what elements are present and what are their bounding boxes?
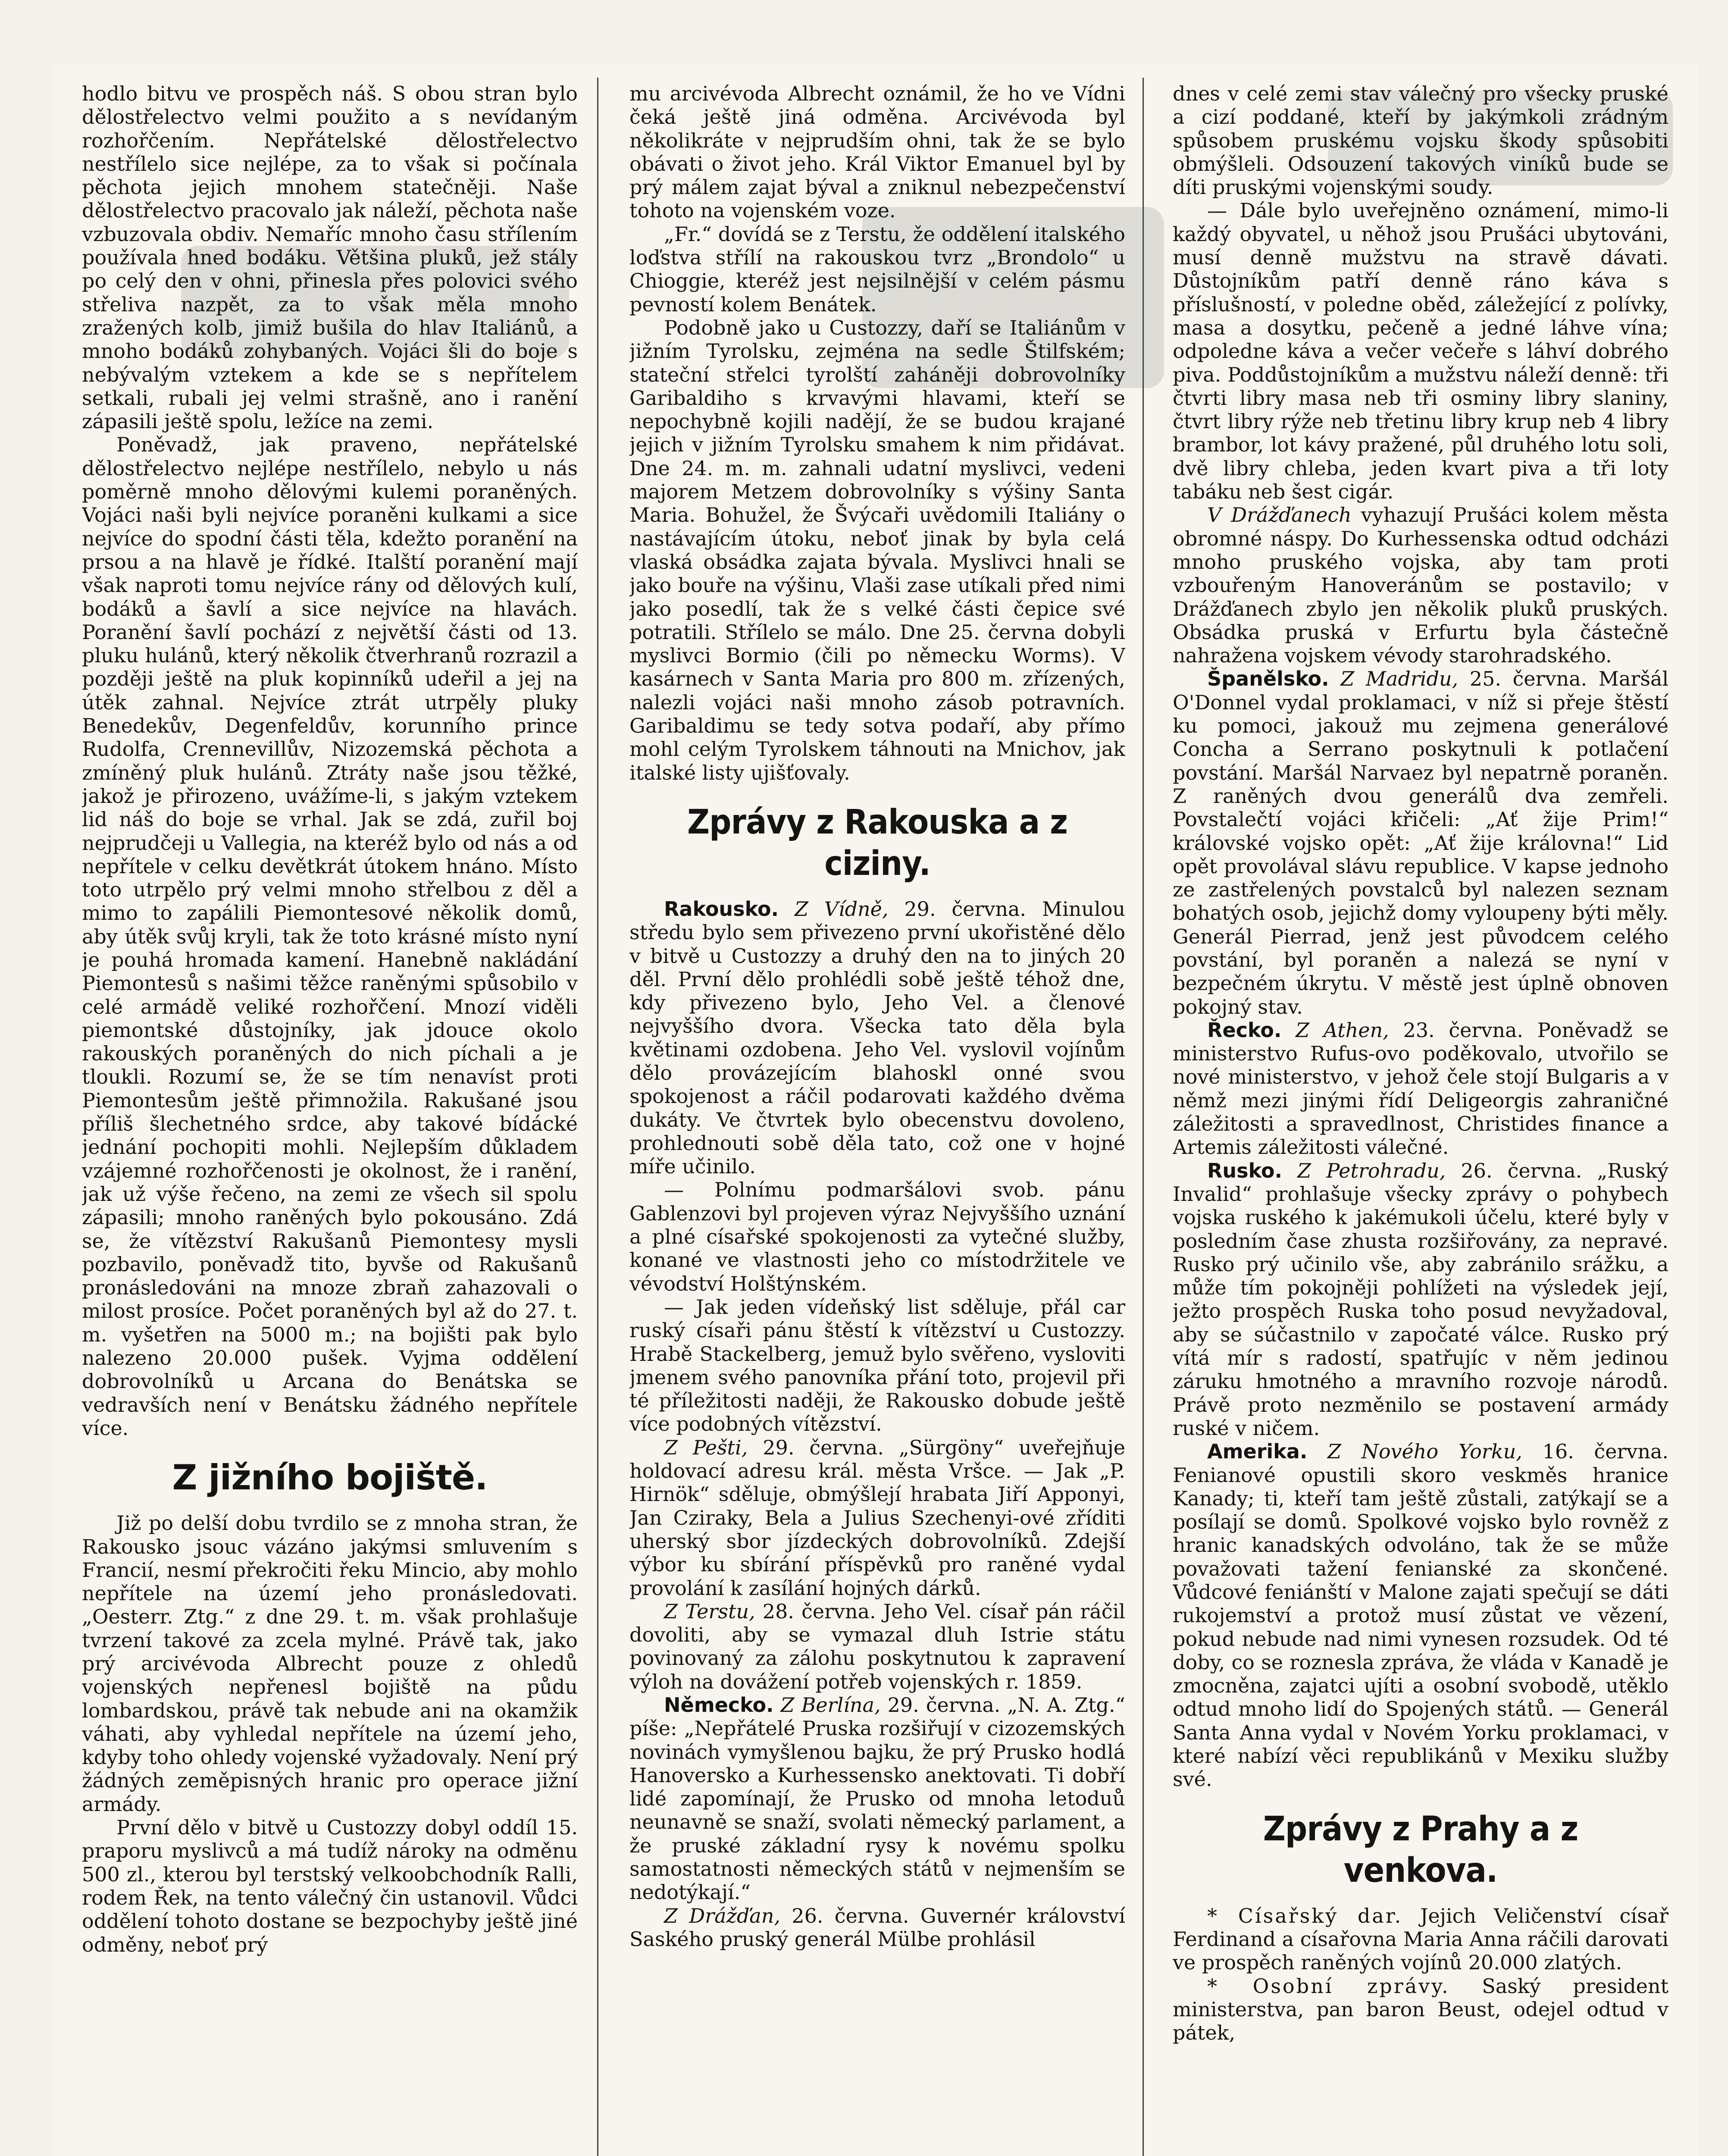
news-text: 28. června. Jeho Vel. císař pán ráčil dovoliti, aby se vymazal dluh Istrie státu povinovaný za zálohu poskytnutou k zapravení výloh na dovážení potřeb vojenských r. 1859. [629,1599,1125,1693]
news-item [1173,1974,1669,2045]
country-label: Německo. [664,1693,774,1717]
dateline: Z Vídně, [794,897,889,921]
news-item [629,1600,1125,1693]
article-paragraph: dnes v celé zemi stav válečný pro všecky pruské a cizí poddané, kteří by jakýmkoli zrádným spůsobem pruskému vojsku škody spůsobiti obmýšleli. Odsouzení takových viníků bude se díti pruskými vojenskými soudy. [1173,82,1669,199]
dateline: Z Terstu, [664,1599,755,1623]
section-heading: Z jižního bojiště. [172,1457,488,1498]
news-text: 29. června. „Sürgöny“ uveřejňuje holdovací adresu král. města Vršce. — Jak „P. Hirnök“ sděluje, obmýšlejí hrabata Jiří Apponyi, Jan Cziraky, Bela a Julius Szechenyi-ové zříditi uherský sbor jízdeckých dobrovolníků. Zdejší výbor ku sbírání příspěvků pro raněné vydal provolání k zasílání hojných dárků. [629,1435,1125,1600]
dateline: Z Madridu, [1340,667,1459,691]
news-item [629,1904,1125,1951]
news-item [629,1436,1125,1600]
section-heading: Zprávy z Prahy a z venkova. [1263,1809,1578,1890]
article-paragraph: hodlo bitvu ve prospěch náš. S obou stran bylo dělostřelectvo velmi použito a s nevídaným rozhořčením. Nepřátelské dělostřelectvo nestřílelo sice nejlépe, za to však si počínala pěchota jejich mnohem statečněji. Naše dělostřelectvo pracovalo jak náleží, pěchota naše vzbuzovala obdiv. Nemaříc mnoho času střílením používala hned bodáku. Většina pluků, jež stály po celý den v ohni, přinesla přes polovici svého střeliva nazpět, za to však měla mnoho zražených kolb, jimiž bušila do hlav Italiánů, a mnoho bodáků zohybaných. Vojáci šli do boje s nebývalým vztekem a kde se s nepřítelem setkali, rubali jej velmi strašně, ano i ranění zápasili ještě spolu, ležíce na zemi. [82,82,578,433]
news-text: 23. června. Poněvadž se ministerstvo Rufus-ovo poděkovalo, utvořilo se nové ministerstvo, v jehož čele stojí Bulgaris a v němž mezi jinými řídí Deligeorgis zahraničné záležitosti a spravedlnost, Christides finance a Artemis záležitosti válečné. [1173,1018,1669,1159]
article-paragraph: — Jak jeden vídeňský list sděluje, přál car ruský císaři pánu štěstí k vítězství u Custozzy. Hrabě Stackelberg, jemuž bylo svěřeno, vysloviti jmenem svého panovníka přání toto, projevil při té příležitosti naději, že Rakousko dobude ještě více podobných vítězství. [629,1295,1125,1436]
article-paragraph: — Polnímu podmaršálovi svob. pánu Gablenzovi byl projeven výraz Nejvyššího uznání a plné císařské spokojenosti za vytečné služby, konané ve vlastnosti jeho co místodržitele ve vévodství Holštýnském. [629,1178,1125,1295]
dateline: Z Drážďan, [664,1904,780,1927]
article-paragraph: — Dále bylo uveřejněno oznámení, mimo-li každý obyvatel, u něhož jsou Prušáci ubytováni, musí denně mužstvu na stravě dávati. Důstojníkům patří denně ráno káva s příslušností, v poledne oběd, záležející z polívky, masa a dosytku, pečeně a jedné láhve vína; odpoledne káva a večer večeře s láhví dobrého piva. Poddůstojníkům a mužstvu náleží denně: tři čtvrti libry masa neb tři osminy libry slaniny, čtvrt libry rýže neb třetinu libry krup neb 4 libry brambor, lot kávy pražené, půl druhého lotu soli, dvě libry chleba, jeden kvart piva a tři loty tabáku neb šest cigár. [1173,199,1669,504]
dateline: Z Athen, [1296,1018,1389,1042]
country-label: Řecko. [1207,1018,1282,1042]
article-paragraph: mu arcivévoda Albrecht oznámil, že ho ve Vídni čeká ještě jiná odměna. Arcivévoda byl několikráte v nejprudším ohni, tak že se bylo obávati o život jeho. Král Viktor Emanuel byl by prý málem zajat býval a zniknul nebezpečenství tohoto na vojenském voze. [629,82,1125,222]
dateline: Z Pešti, [664,1435,748,1459]
newspaper-page [52,65,1699,2156]
column-right [1173,82,1669,2156]
column-divider [597,78,598,2156]
column-left [82,82,578,2156]
news-text: 25. června. Maršál O'Donnel vydal proklamaci, v níž si přeje štěstí ku pomoci, jakouž mu zejmena generálové Concha a Serrano poskytnuli k potlačení povstání. Maršál Narvaez byl nepatrně poraněn. Z raněných dvou generálů dva zemřeli. Povstalečtí vojáci křičeli: „Ať žije Prim!“ královské vojsko opět: „Ať žije královna!“ Lid opět provolával slávu republice. V kapse jednoho ze zastřelených povstalců byl nalezen seznam bohatých osob, jejichž domy vyloupeny býti měly. Generál Pierrad, jenž jest původcem celého povstání, byl poraněn a nalezá se nyní v bezpečném úkrytu. V městě jest úplně obnoven pokojný stav. [1173,667,1669,1018]
country-label: Rusko. [1207,1159,1282,1182]
news-item [629,1693,1125,1904]
column-divider [1143,78,1144,2156]
dateline: Z Nového Yorku, [1327,1440,1522,1463]
dateline: V Drážďanech [1207,503,1352,527]
article-paragraph: Podobně jako u Custozzy, daří se Italiánům v jižním Tyrolsku, zejména na sedle Štilfském; stateční střelci tyrolští zaháněji dobrovolníky Garibaldiho s krvavými hlavami, kteří se nepochybně kojili nadějí, že se budou krajané jejich v jižním Tyrolsku smahem k nim přidávat. Dne 24. m. m. zahnali udatní myslivci, vedeni majorem Metzem dobrovolníky s výšiny Santa Maria. Bohužel, že Švýcaři uvědomili Italiány o nastávajícím útoku, neboť jinak by byla celá vlaská obsádka zajata bývala. Myslivci hnali se jako bouře na výšinu, Vlaši zase utíkali před nimi jako posedlí, tak že s velké části čepice své potratili. Střílelo se málo. Dne 25. června dobyli myslivci Bormio (čili po německu Worms). V kasárnech v Santa Maria pro 800 m. zřízených, nalezli vojáci naši mnoho zásob potravních. Garibaldimu se tedy sotva podaří, aby přímo mohl celým Tyrolskem táhnouti na Mnichov, jak italské listy ujišťovaly. [629,316,1125,784]
news-text: 26. června. „Ruský Invalid“ prohlašuje všecky zprávy o pohybech vojska ruského k jakémukoli účelu, které byly v posledním čase zhusta rozšiřovány, za nepravé. Rusko prý učinilo vše, aby zabránilo srážku, a může tím pokojněji pohlížeti na výsledek její, ježto prospěch Ruska toho posud nevyžadoval, aby se súčastnilo v započaté válce. Rusko prý vítá mír s radostí, spatřujíc v něm jedinou záruku hmotného a mravního rozvoje národů. Právě proto nezměnilo se postavení armády ruské v ničem. [1173,1159,1669,1440]
news-item [1173,1159,1669,1440]
article-paragraph: Poněvadž, jak praveno, nepřátelské dělostřelectvo nejlépe nestřílelo, nebylo u nás poměrně mnoho dělovými kulemi poraněných. Vojáci naši byli nejvíce poraněni kulkami a sice nejvíce do spodní části těla, kdežto poranění na prsou a na hlavě je řídké. Italští poranění mají však naproti tomu nejvíce rány od dělových kulí, bodáků a šavlí a sice nejvíce na hlavách. Poranění šavlí pochází z největší části od 13. pluku hulánů, který několik čtverhranů rozrazil a později ještě na pluk kopinníků udeřil a jej na útěk zahnal. Nejvíce ztrát utrpěly pluky Benedekův, Degenfeldův, korunního prince Rudolfa, Crennevillův, Nizozemská pěchota a zmíněný pluk hulánů. Ztráty naše jsou těžké, jakož je přirozeno, uvážíme-li, s jakým vztekem lid náš do boje se vrhal. Jak se zdá, zuřil boj nejprudčeji u Vallegia, na kteréž bylo od nás a od nepřítele v celku devětkrát útokem hnáno. Místo toto utrpělo prý velmi mnoho střelbou z děl a mimo to zapálili Piemontesové několik domů, aby útěk svůj kryli, tak že toto krásné místo nyní je pouhá hromada kamení. Hanebně nakládání Piemontesů s našimi těžce raněnými spůsobilo v celé armádě veliké rozhořčení. Mnozí viděli piemontské důstojníky, jak jdouce okolo rakouských poraněných do nich píchali a je tloukli. Rozumí se, že se tím nenavíst proti Piemontesům ještě přimnožila. Rakušané jsou příliš šlechetného srdce, aby takové bídácké jednání pochopiti mohli. Nejlepším důkladem vzájemné rozhořčenosti je okolnost, že i ranění, jak už výše řečeno, na zemi ze všech sil spolu zápasili; mnoho raněných bylo pokousáno. Zdá se, že vítězství Rakušanů Piemontesy mysli pozbavilo, poněvadž tito, byvše od Rakušanů pronásledováni na mnoze zbraň zahazovali o milost prosíce. Počet poraněných byl až do 27. t. m. vyšetřen na 5000 m.; na bojišti pak bylo nalezeno 20.000 pušek. Vyjma oddělení dobrovolníků u Arcana do Benátska se vedravších není v Benátsku žádného nepřítele více. [82,433,578,1440]
news-item [1173,1018,1669,1159]
article-paragraph: Již po delší dobu tvrdilo se z mnoha stran, že Rakousko jsouc vázáno jakýmsi smluvením s Francií, nesmí překročiti řeku Mincio, aby mohlo nepřítele na území jeho pronásledovati. „Oesterr. Ztg.“ z dne 29. t. m. však prohlašuje tvrzení takové za zcela mylné. Právě tak, jako prý arcivévoda Albrecht pouze z ohledů vojenských nepřenesl bojiště na půdu lombardskou, právě tak nebude ani na okamžik váhati, aby vyhledal nepřítele na území jeho, kdyby toho ohledy vojenské vyžadovaly. Není prý žádných zeměpisných hranic pro operace jižní armády. [82,1511,578,1816]
news-text: 26. června. Guvernér království Saského pruský generál Mülbe prohlásil [629,1904,1125,1951]
news-text: 29. června. Minulou středu bylo sem přivezeno první ukořistěné dělo v bitvě u Custozzy a druhý den na to jiných 20 děl. První dělo prohlédli sobě ještě téhož dne, kdy přivezeno bylo, Jeho Vel. a členové nejvyššího dvora. Všecka tato děla byla květinami ozdobena. Jeho Vel. vyslovil vojínům dělo provázejícím blahoskl onné svou spokojenost a ráčil podarovati každého dvěma dukáty. Ve čtvrtek bylo obecenstvu dovoleno, prohlednouti sobě děla tato, což one v hojné míře učinilo. [629,897,1125,1178]
article-paragraph: První dělo v bitvě u Custozzy dobyl oddíl 15. praporu myslivců a má tudíž nároky na odměnu 500 zl., kterou byl terstský velkoobchodník Ralli, rodem Řek, na tento válečný čin ustanovil. Vůdci oddělení tohoto dostane se bezpochyby ještě jiné odměny, neboť prý [82,1816,578,1956]
item-label: * Císařský dar. [1207,1904,1403,1927]
item-label: * Osobní zprávy. [1207,1974,1450,1998]
dateline: Z Berlína, [780,1693,881,1717]
news-item [1173,1904,1669,1974]
column-middle [629,82,1125,2156]
section-heading: Zprávy z Rakouska a z ciziny. [687,802,1068,883]
dateline: Z Petrohradu, [1297,1159,1446,1182]
country-label: Rakousko. [664,897,779,921]
news-item [1173,503,1669,667]
news-text: 29. června. „N. A. Ztg.“ píše: „Nepřátelé Pruska rozšiřují v cizozemských novinách vymyšlenou bajku, že prý Prusko hodlá Hanoversko a Kurhessensko anektovati. Ti dobří lidé zapomínají, že Prusko od mnoha letoduů neunavně se snaží, svolati německý parlament, a že pruské základní rysy k novému spolku samostatnosti německých států v nejmenším se nedotýkají.“ [629,1693,1125,1904]
news-item [1173,1440,1669,1791]
article-paragraph: „Fr.“ dovídá se z Terstu, že oddělení italského loďstva střílí na rakouskou tvrz „Brondolo“ u Chioggie, kteréž jest nejsilnější v celém pásmu pevností kolem Benátek. [629,222,1125,316]
news-text: 16. června. Fenianové opustili skoro veskměs hranice Kanady; ti, kteří tam ještě zůstali, zatýkají se a posílají se domů. Spolkové vojsko bylo rovněž z hranic kanadských odvoláno, tak že se může považovati tažení fenianské za skončené. Vůdcové feniánští v Malone zajati spečují se dáti rukojemství a protož musí zůstat ve vězení, pokud nebude nad nimi vynesen rozsudek. Od té doby, co se roznesla zpráva, že vláda v Kanadě je zmocněna, zajatci ujíti a osobní svobodě, utěklo odtud mnoho lidí do Spojených států. — Generál Santa Anna vydal v Novém Yorku proklamaci, v které nabízí věci republikánů v Mexiku služby své. [1173,1440,1669,1791]
news-item [629,897,1125,1178]
news-item [1173,667,1669,1018]
news-text: vyhazují Prušáci kolem města obromné náspy. Do Kurhessenska odtud odcházi mnoho pruského vojska, aby tam proti vzbouřeným Hanoveránům se postavilo; v Drážďanech zbylo jen několik pluků pruských. Obsádka pruská v Erfurtu byla částečně nahražena vojskem vévody starohradského. [1173,503,1669,667]
country-label: Amerika. [1207,1440,1308,1463]
country-label: Španělsko. [1207,667,1329,691]
news-text: Jejich Veličenství císař Ferdinand a císařovna Maria Anna ráčili darovati ve prospěch raněných vojínů 20.000 zlatých. [1173,1904,1669,1974]
news-text: Saský president ministerstva, pan baron Beust, odejel odtud v pátek, [1173,1974,1669,2045]
